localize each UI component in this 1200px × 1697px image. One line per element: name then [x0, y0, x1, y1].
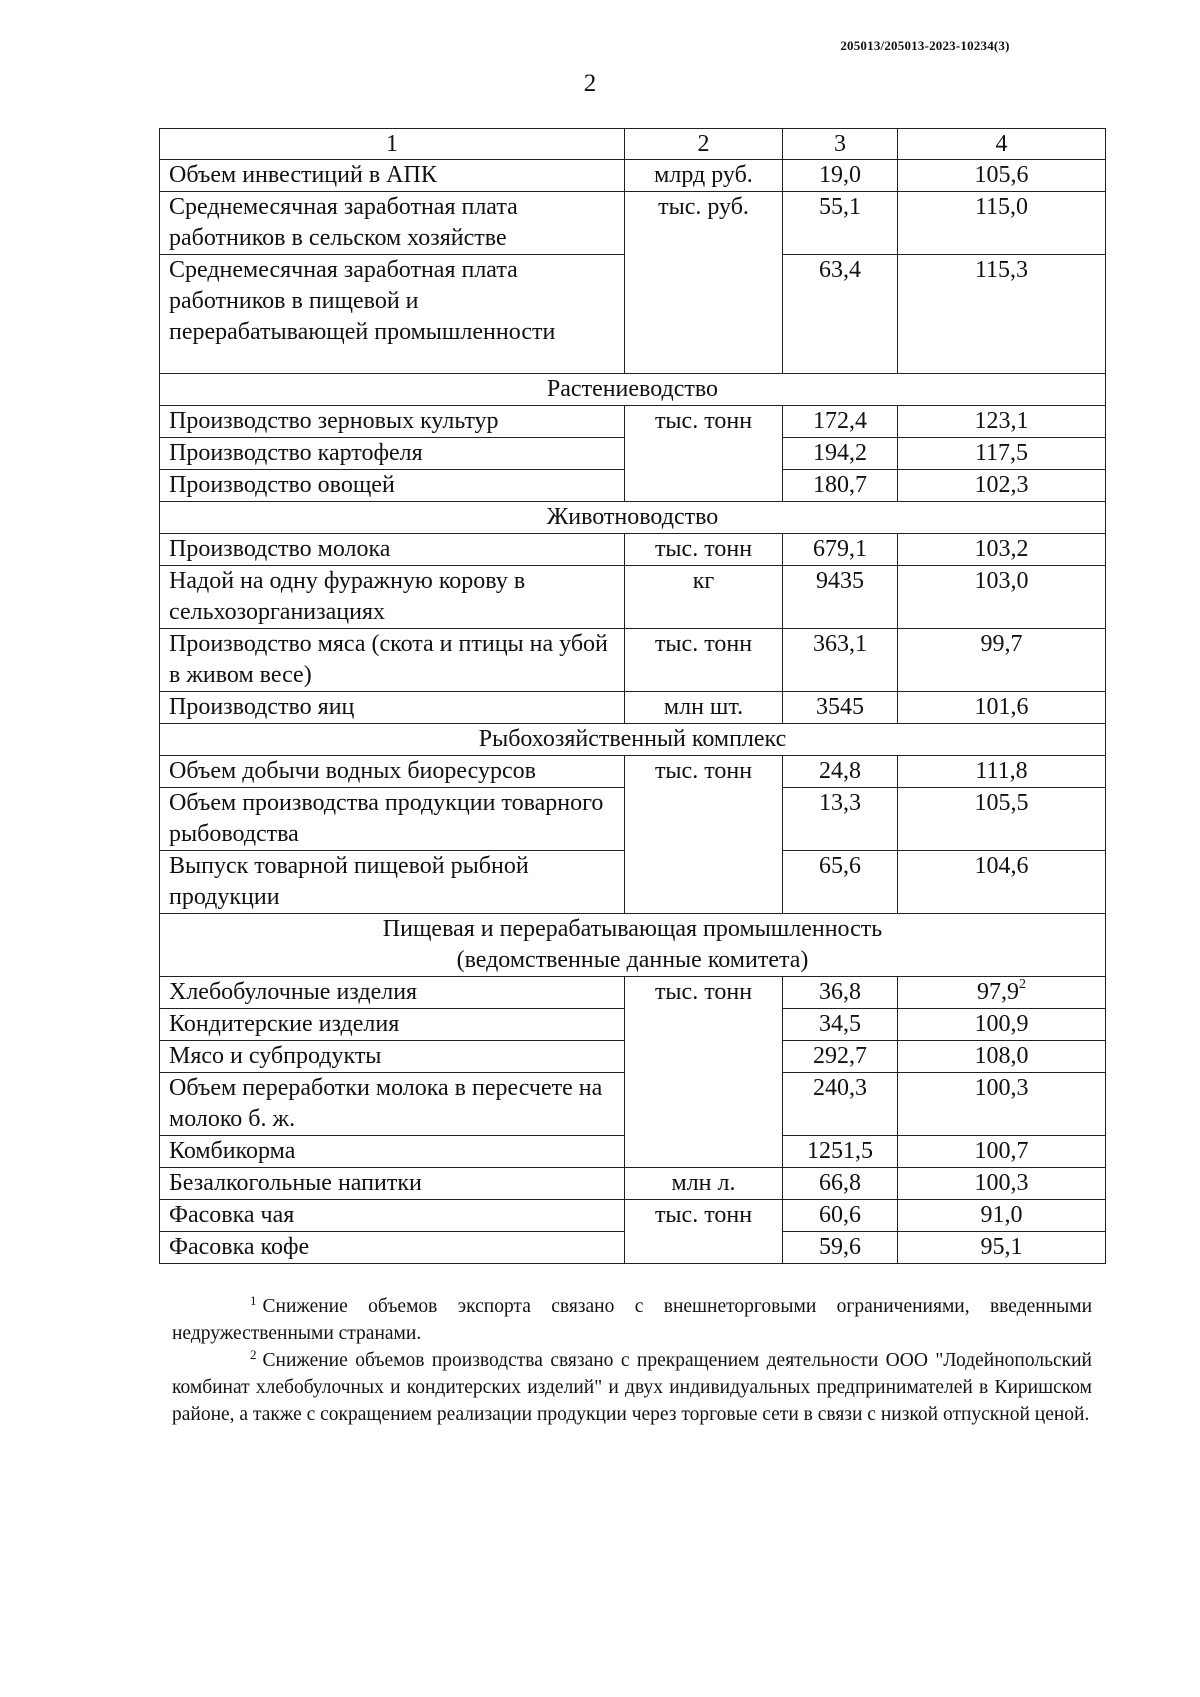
row-value: 9435 — [783, 566, 898, 629]
row-value: 65,6 — [783, 851, 898, 914]
column-header: 1 — [160, 129, 625, 160]
column-header: 3 — [783, 129, 898, 160]
row-label: Производство зерновых культур — [160, 406, 625, 438]
row-value: 55,1 — [783, 192, 898, 255]
section-title-line2: (ведомственные данные комитета) — [456, 947, 809, 973]
row-unit: тыс. тонн — [625, 534, 783, 566]
row-label: Кондитерские изделия — [160, 1009, 625, 1041]
section-title: Животноводство — [160, 502, 1106, 534]
row-percent: 100,3 — [898, 1073, 1106, 1136]
footnote-ref: 2 — [1019, 977, 1026, 992]
row-label: Производство яиц — [160, 692, 625, 724]
row-value: 34,5 — [783, 1009, 898, 1041]
row-label: Производство картофеля — [160, 438, 625, 470]
table-row — [160, 1200, 1106, 1232]
row-percent: 115,0 — [898, 192, 1106, 255]
column-header: 4 — [898, 129, 1106, 160]
row-value: 172,4 — [783, 406, 898, 438]
table-row — [160, 406, 1106, 438]
row-label: Объем добычи водных биоресурсов — [160, 756, 625, 788]
row-percent: 99,7 — [898, 629, 1106, 692]
table-row — [160, 629, 1106, 692]
row-percent: 101,6 — [898, 692, 1106, 724]
row-value: 36,8 — [783, 977, 898, 1009]
row-percent: 102,3 — [898, 470, 1106, 502]
row-value: 63,4 — [783, 255, 898, 374]
row-value: 24,8 — [783, 756, 898, 788]
row-label: Комбикорма — [160, 1136, 625, 1168]
row-percent: 100,9 — [898, 1009, 1106, 1041]
row-percent: 103,0 — [898, 566, 1106, 629]
row-unit: тыс. тонн — [625, 406, 783, 502]
row-label: Фасовка чая — [160, 1200, 625, 1232]
table-row — [160, 160, 1106, 192]
statistics-table — [159, 128, 1106, 1264]
row-percent: 115,3 — [898, 255, 1106, 374]
row-unit: тыс. руб. — [625, 192, 783, 374]
row-percent: 100,7 — [898, 1136, 1106, 1168]
section-title: Рыбохозяйственный комплекс — [160, 724, 1106, 756]
row-label: Среднемесячная заработная плата работников в пищевой и перерабатывающей промышленности — [160, 255, 625, 374]
row-value: 13,3 — [783, 788, 898, 851]
footnote-1 — [172, 1293, 1092, 1347]
row-label: Хлебобулочные изделия — [160, 977, 625, 1009]
row-value: 679,1 — [783, 534, 898, 566]
table-row — [160, 1168, 1106, 1200]
table-row — [160, 977, 1106, 1009]
row-unit: млрд руб. — [625, 160, 783, 192]
row-value: 363,1 — [783, 629, 898, 692]
row-value: 180,7 — [783, 470, 898, 502]
row-value: 19,0 — [783, 160, 898, 192]
row-percent: 91,0 — [898, 1200, 1106, 1232]
row-label: Производство овощей — [160, 470, 625, 502]
percent-value: 97,9 — [977, 979, 1019, 1005]
row-unit: тыс. тонн — [625, 629, 783, 692]
table-row — [160, 566, 1106, 629]
footnote-text: Снижение объемов экспорта связано с внешнеторговыми ограничениями, введенными недружественными странами. — [172, 1296, 1092, 1344]
row-label: Фасовка кофе — [160, 1232, 625, 1264]
row-value: 240,3 — [783, 1073, 898, 1136]
table-header-row — [160, 129, 1106, 160]
row-unit: млн шт. — [625, 692, 783, 724]
row-unit: кг — [625, 566, 783, 629]
row-unit: тыс. тонн — [625, 1200, 783, 1264]
section-title: Растениеводство — [160, 374, 1106, 406]
row-label: Среднемесячная заработная плата работников в сельском хозяйстве — [160, 192, 625, 255]
row-unit: тыс. тонн — [625, 977, 783, 1168]
row-label: Мясо и субпродукты — [160, 1041, 625, 1073]
row-label: Производство мяса (скота и птицы на убой в живом весе) — [160, 629, 625, 692]
section-title — [160, 914, 1106, 977]
footnote-mark: 1 — [250, 1292, 257, 1308]
row-percent: 105,5 — [898, 788, 1106, 851]
row-percent: 103,2 — [898, 534, 1106, 566]
section-row — [160, 502, 1106, 534]
section-row — [160, 374, 1106, 406]
table-row — [160, 692, 1106, 724]
footnote-2 — [172, 1347, 1092, 1428]
row-percent: 100,3 — [898, 1168, 1106, 1200]
row-percent: 111,8 — [898, 756, 1106, 788]
row-value: 60,6 — [783, 1200, 898, 1232]
row-value: 194,2 — [783, 438, 898, 470]
row-label: Производство молока — [160, 534, 625, 566]
table-row — [160, 756, 1106, 788]
table-row — [160, 192, 1106, 255]
row-unit: млн л. — [625, 1168, 783, 1200]
row-label: Объем переработки молока в пересчете на молоко б. ж. — [160, 1073, 625, 1136]
row-percent: 104,6 — [898, 851, 1106, 914]
document-id: 205013/205013-2023-10234(3) — [840, 38, 1010, 53]
footnote-mark: 2 — [250, 1346, 257, 1362]
row-unit: тыс. тонн — [625, 756, 783, 914]
row-percent: 117,5 — [898, 438, 1106, 470]
row-percent: 108,0 — [898, 1041, 1106, 1073]
row-percent: 95,1 — [898, 1232, 1106, 1264]
row-percent: 105,6 — [898, 160, 1106, 192]
row-label: Объем инвестиций в АПК — [160, 160, 625, 192]
footnotes — [172, 1293, 1092, 1428]
row-value: 1251,5 — [783, 1136, 898, 1168]
row-value: 292,7 — [783, 1041, 898, 1073]
column-header: 2 — [625, 129, 783, 160]
row-value: 66,8 — [783, 1168, 898, 1200]
section-row — [160, 914, 1106, 977]
row-label: Надой на одну фуражную корову в сельхозорганизациях — [160, 566, 625, 629]
section-title-line1: Пищевая и перерабатывающая промышленность — [382, 916, 883, 942]
page-number: 2 — [583, 70, 597, 97]
row-label: Безалкогольные напитки — [160, 1168, 625, 1200]
row-value: 59,6 — [783, 1232, 898, 1264]
table-row — [160, 534, 1106, 566]
row-percent: 123,1 — [898, 406, 1106, 438]
row-label: Объем производства продукции товарного рыбоводства — [160, 788, 625, 851]
row-percent — [898, 977, 1106, 1009]
section-row — [160, 724, 1106, 756]
row-value: 3545 — [783, 692, 898, 724]
footnote-text: Снижение объемов производства связано с прекращением деятельности ООО "Лодейнопольский комбинат хлебобулочных и кондитерских изделий" и двух индивидуальных предпринимателей в Киришском районе, а также с сокращением реализации продукции через торговые сети в связи с низкой отпускной ценой. — [172, 1350, 1092, 1425]
row-label: Выпуск товарной пищевой рыбной продукции — [160, 851, 625, 914]
